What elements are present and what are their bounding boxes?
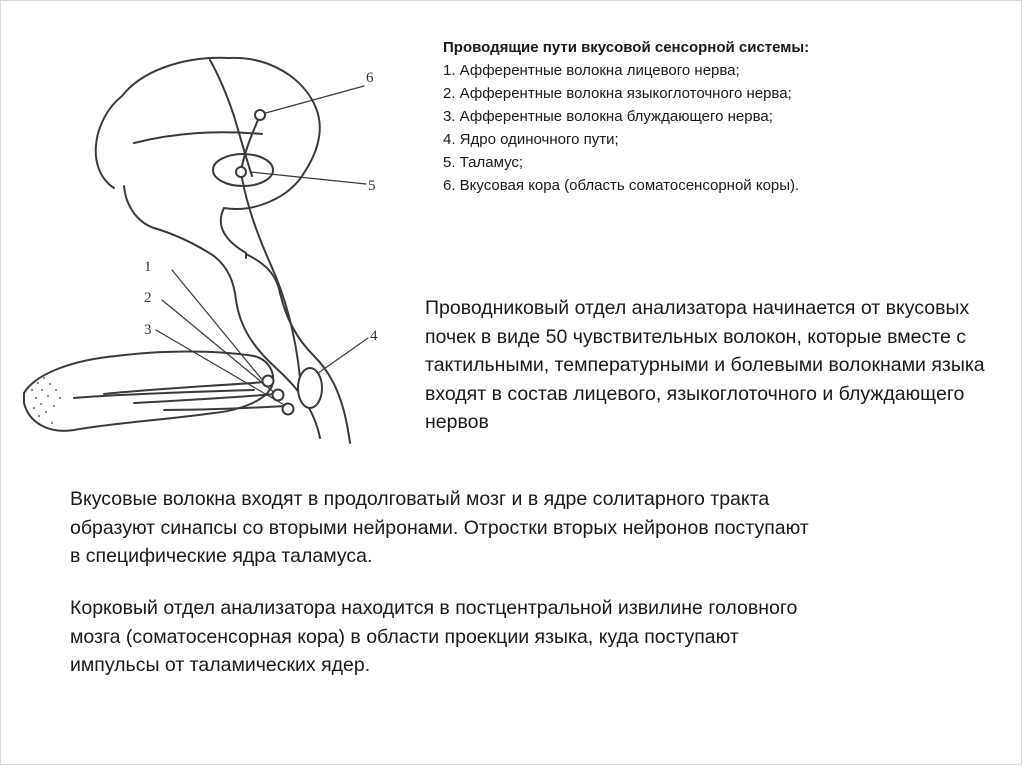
legend-item: 3. Афферентные волокна блуждающего нерва; [443, 108, 773, 125]
legend-item: 5. Таламус; [443, 154, 524, 171]
diagram-label-3: 3 [144, 322, 152, 338]
synapse-paragraph [70, 485, 970, 571]
legend-item: 2. Афферентные волокна языкоглоточного нерва; [443, 85, 792, 102]
legend-item: 6. Вкусовая кора (область соматосенсорной коры). [443, 177, 800, 194]
synapse-line: образуют синапсы со вторыми нейронами. Отростки вторых нейронов поступают [70, 516, 809, 539]
gustatory-pathway-diagram [14, 38, 386, 458]
pathway-legend [443, 36, 1003, 197]
synapse-line: в специфические ядра таламуса. [70, 545, 373, 567]
diagram-label-4: 4 [370, 328, 378, 344]
solitary-nucleus [298, 368, 322, 408]
diagram-label-5: 5 [368, 178, 376, 194]
cortex-neuron-node [255, 110, 265, 120]
diagram-label-6: 6 [366, 70, 374, 86]
conductive-section-paragraph: Проводниковый отдел анализатора начинается от вкусовых почек в виде 50 чувствительных волокон, которые вместе с тактильными, температурными и болевыми волокнами языка входят в состав лицевого, языкоглоточного и блуждающего нервов [425, 297, 985, 433]
node-fiber-1 [263, 376, 274, 387]
node-fiber-2 [273, 390, 284, 401]
diagram-label-1: 1 [144, 259, 152, 275]
legend-item: 1. Афферентные волокна лицевого нерва; [443, 62, 740, 79]
legend-list [443, 59, 1003, 197]
cortex-line: мозга (соматосенсорная кора) в области проекции языка, куда поступают [70, 625, 739, 648]
cortex-line: импульсы от таламических ядер. [70, 654, 371, 676]
node-fiber-3 [283, 404, 294, 415]
legend-item: 4. Ядро одиночного пути; [443, 131, 619, 148]
diagram-label-2: 2 [144, 290, 152, 306]
synapse-line: Вкусовые волокна входят в продолговатый мозг и в ядре солитарного тракта [70, 488, 770, 510]
cortex-line: Корковый отдел анализатора находится в постцентральной извилине головного [70, 597, 798, 619]
legend-title: Проводящие пути вкусовой сенсорной системы: [443, 39, 810, 56]
thalamus-neuron-node [236, 167, 246, 177]
cortex-paragraph [70, 594, 970, 680]
